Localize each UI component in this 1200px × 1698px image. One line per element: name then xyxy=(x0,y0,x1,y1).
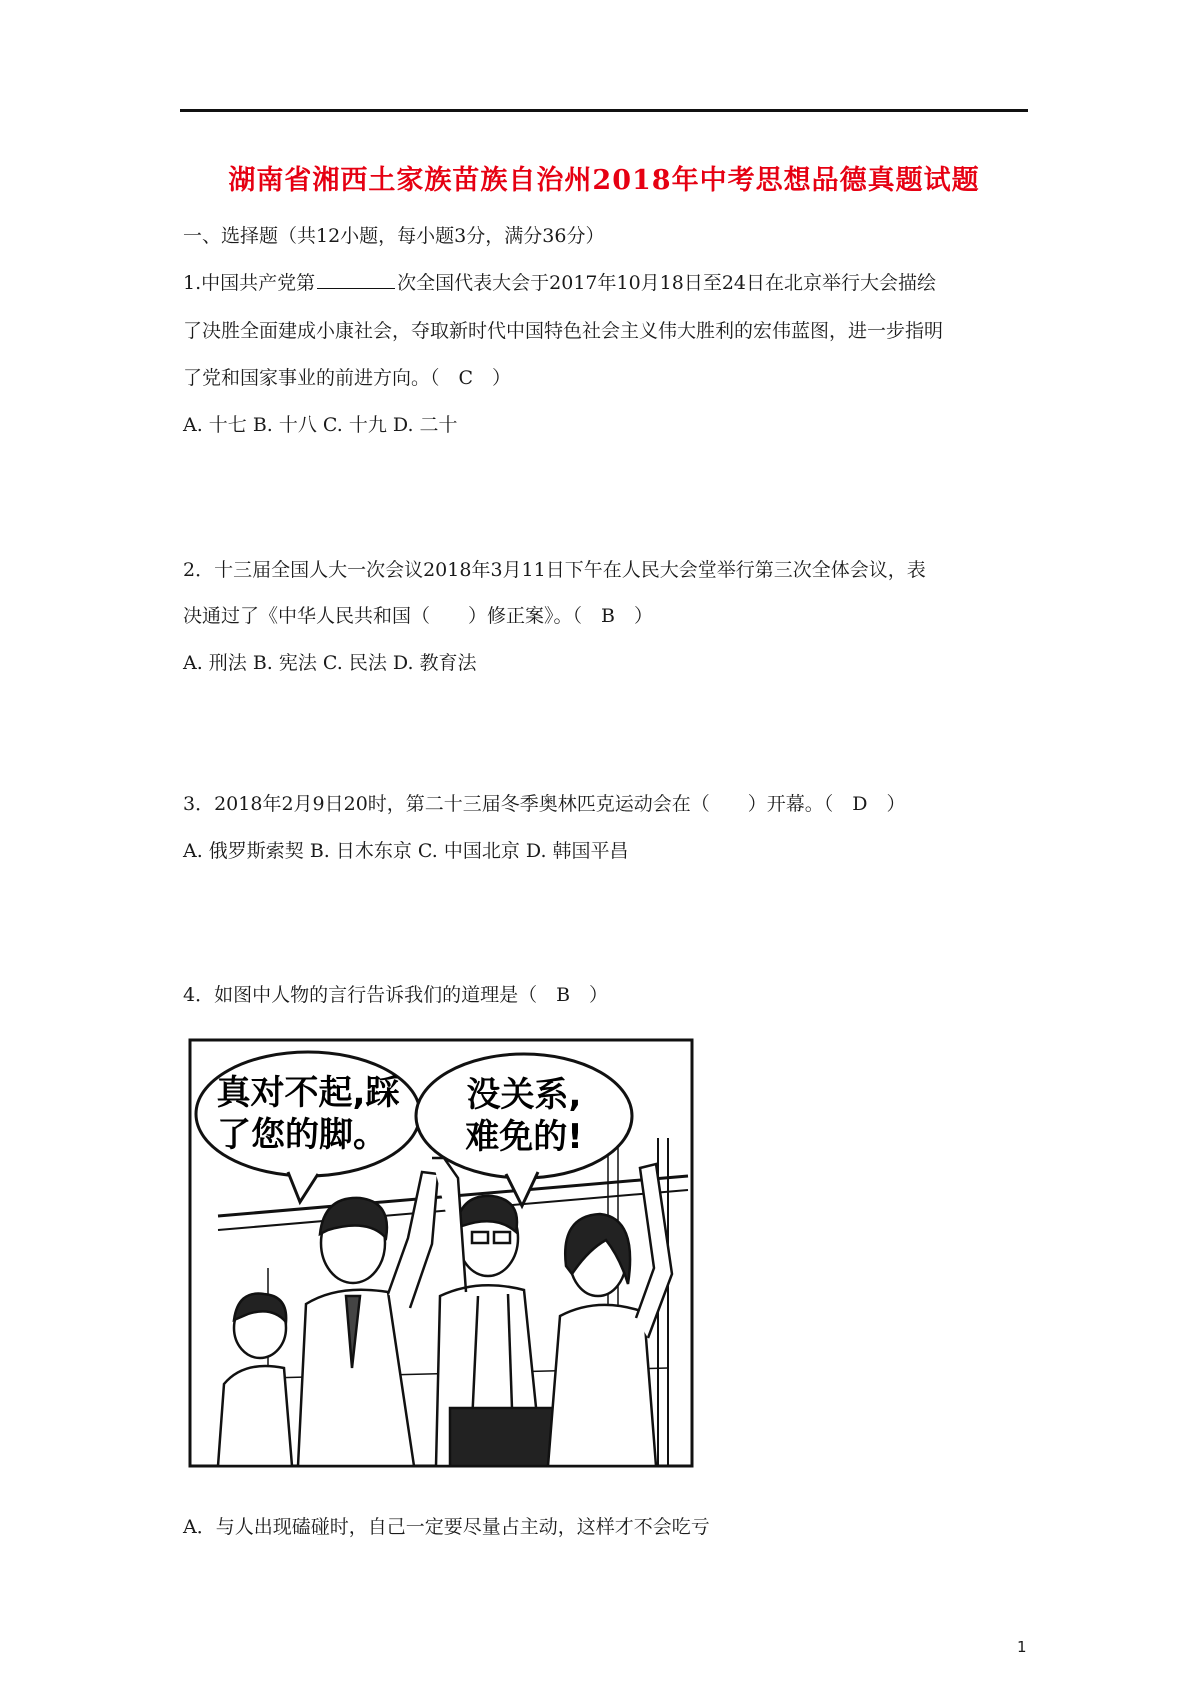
bubble-right-line-2: 难免的! xyxy=(465,1117,583,1157)
page-number: 1 xyxy=(1017,1638,1027,1656)
question-1-line-2: 了决胜全面建成小康社会，夺取新时代中国特色社会主义伟大胜利的宏伟蓝图，进一步指明 xyxy=(183,320,944,342)
bubble-left-line-2: 了您的脚。 xyxy=(217,1115,387,1155)
question-1-options: A. 十七 B. 十八 C. 十九 D. 二十 xyxy=(183,414,458,436)
question-1-line-1 xyxy=(183,270,936,296)
bubble-left-line-1: 真对不起,踩 xyxy=(216,1073,400,1113)
bubble-right-line-1: 没关系, xyxy=(466,1075,582,1115)
page-title: 湖南省湘西土家族苗族自治州2018年中考思想品德真题试题 xyxy=(228,165,980,196)
question-1-line-3: 了党和国家事业的前进方向。（ C ） xyxy=(183,367,512,389)
question-2-options: A. 刑法 B. 宪法 C. 民法 D. 教育法 xyxy=(183,652,477,674)
answer-blank xyxy=(317,270,395,289)
question-1-text-pre: 1.中国共产党第 xyxy=(183,272,316,294)
comic-illustration xyxy=(188,1038,694,1468)
question-2-line-2: 决通过了《中华人民共和国（ ）修正案》。（ B ） xyxy=(183,605,653,627)
question-4-option-a: A．与人出现磕碰时，自己一定要尽量占主动，这样才不会吃亏 xyxy=(183,1516,710,1538)
question-3-line-1: 3．2018年2月9日20时，第二十三届冬季奥林匹克运动会在（ ）开幕。（ D ） xyxy=(183,793,906,815)
question-3-options: A. 俄罗斯索契 B. 日木东京 C. 中国北京 D. 韩国平昌 xyxy=(183,840,629,862)
header-rule xyxy=(180,109,1028,112)
section-header: 一、选择题（共12小题，每小题3分，满分36分） xyxy=(183,225,605,247)
question-2-line-1: 2．十三届全国人大一次会议2018年3月11日下午在人民大会堂举行第三次全体会议，表 xyxy=(183,559,926,581)
question-1-text-post: 次全国代表大会于2017年10月18日至24日在北京举行大会描绘 xyxy=(397,272,937,294)
question-4-line-1: 4．如图中人物的言行告诉我们的道理是（ B ） xyxy=(183,984,609,1006)
speech-bubble-left xyxy=(196,1052,420,1176)
speech-bubble-right xyxy=(416,1054,632,1178)
